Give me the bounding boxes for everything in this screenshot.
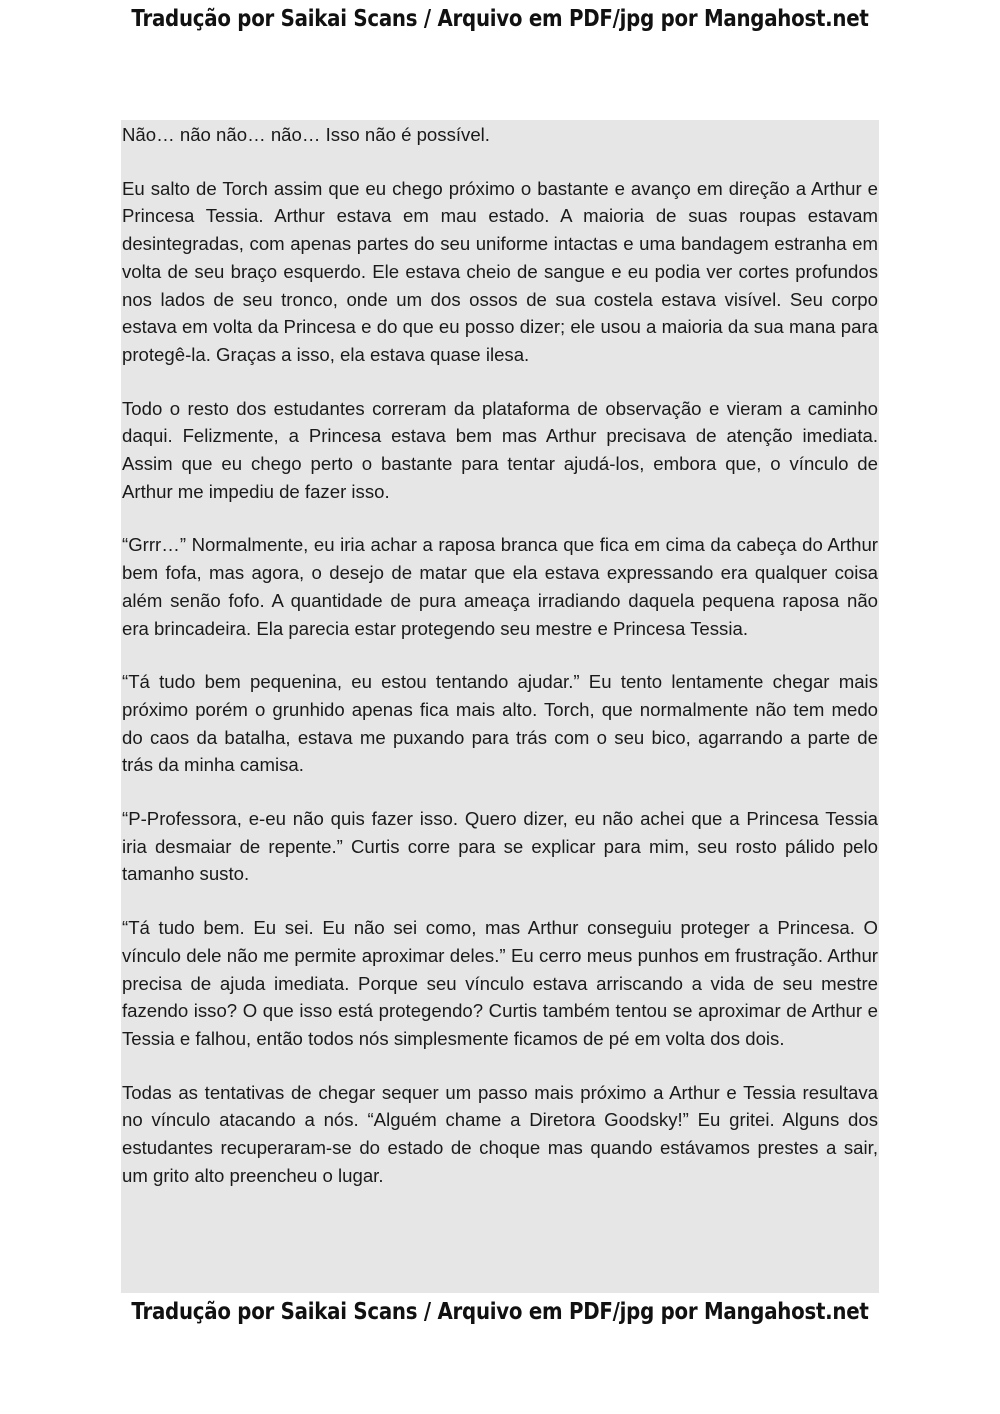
- paragraph-1: Não… não não… não… Isso não é possível.: [122, 124, 490, 145]
- paragraph-4: “Grrr…” Normalmente, eu iria achar a raposa branca que fica em cima da cabeça do Arthur bem fofa, mas agora, o desejo de matar que ela estava expressando era qualquer coisa além senão fofo. A quantidade de pura ameaça irradiando daquela pequena raposa não era brincadeira. Ela parecia estar protegendo seu mestre e Princesa Tessia.: [122, 534, 878, 639]
- paragraph-6: “P-Professora, e-eu não quis fazer isso. Quero dizer, eu não achei que a Princesa Tessia iria desmaiar de repente.” Curtis corre para se explicar para mim, seu rosto pálido pelo tamanho susto.: [122, 808, 878, 885]
- header-credit: Tradução por Saikai Scans / Arquivo em PDF/jpg por Mangahost.net: [131, 6, 869, 32]
- footer-credit: Tradução por Saikai Scans / Arquivo em PDF/jpg por Mangahost.net: [131, 1299, 869, 1325]
- paragraph-3: Todo o resto dos estudantes correram da plataforma de observação e vieram a caminho daqui. Felizmente, a Princesa estava bem mas Arthur precisava de atenção imediata. Assim que eu chego perto o bastante para tentar ajudá-los, embora que, o vínculo de Arthur me impediu de fazer isso.: [122, 397, 878, 502]
- paragraph-5: “Tá tudo bem pequenina, eu estou tentando ajudar.” Eu tento lentamente chegar mais próximo porém o grunhido apenas fica mais alto. Torch, que normalmente não tem medo do caos da batalha, estava me puxando para trás com o seu bico, agarrando a parte de trás da minha camisa.: [122, 671, 878, 776]
- paragraph-2: Eu salto de Torch assim que eu chego próximo o bastante e avanço em direção a Arthur e Princesa Tessia. Arthur estava em mau estado. A maioria de suas roupas estavam desintegradas, com apenas partes do seu uniforme intactas e uma bandagem estranha em volta de seu braço esquerdo. Ele estava cheio de sangue e eu podia ver cortes profundos nos lados de seu tronco, onde um dos ossos de sua costela estava visível. Seu corpo estava em volta da Princesa e do que eu posso dizer; ele usou a maioria da sua mana para protegê-la. Graças a isso, ela estava quase ilesa.: [122, 177, 878, 365]
- text-block: [121, 120, 879, 1293]
- paragraph-8: Todas as tentativas de chegar sequer um passo mais próximo a Arthur e Tessia resultava no vínculo atacando a nós. “Alguém chame a Diretora Goodsky!” Eu gritei. Alguns dos estudantes recuperaram-se do estado de choque mas quando estávamos prestes a sair, um grito alto preencheu o lugar.: [122, 1081, 878, 1186]
- paragraph-7: “Tá tudo bem. Eu sei. Eu não sei como, mas Arthur conseguiu proteger a Princesa. O vínculo dele não me permite aproximar deles.” Eu cerro meus punhos em frustração. Arthur precisa de ajuda imediata. Porque seu vínculo estava arriscando a vida de seu mestre fazendo isso? O que isso está protegendo? Curtis também tentou se aproximar de Arthur e Tessia e falhou, então todos nós simplesmente ficamos de pé em volta dos dois.: [122, 917, 878, 1049]
